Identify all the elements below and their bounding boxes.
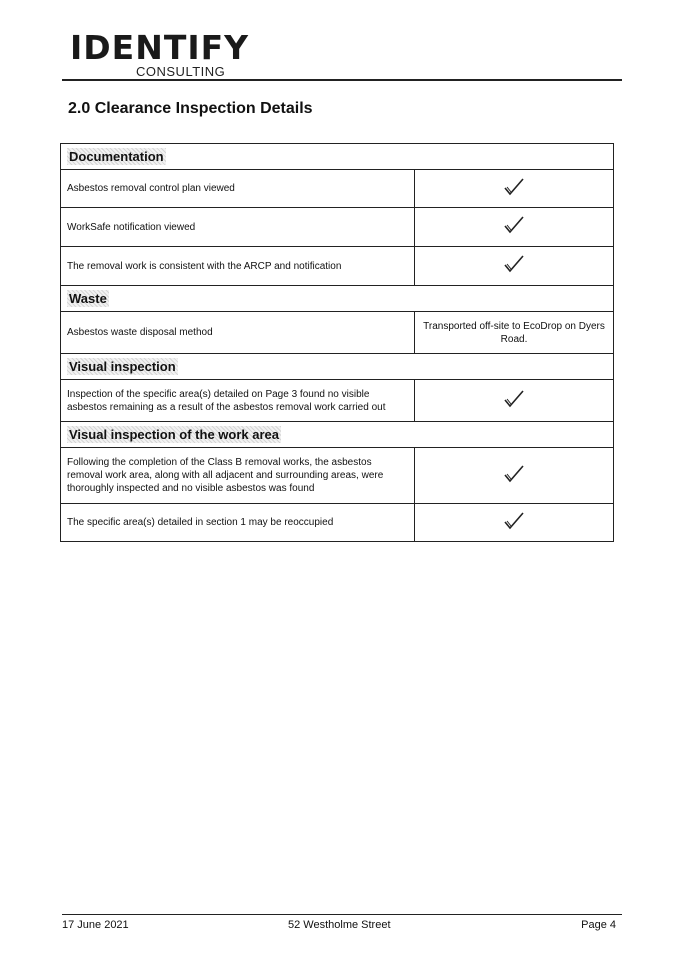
table-row (61, 504, 614, 542)
group-title: Visual inspection (69, 359, 176, 374)
footer-divider (62, 914, 622, 915)
group-title: Visual inspection of the work area (69, 427, 279, 442)
group-title-cell (61, 144, 614, 170)
row-description: Following the completion of the Class B removal works, the asbestos removal work area, along with all adjacent and surrounding areas, were thoroughly inspected and no visible asbestos was found (61, 448, 415, 504)
table-row (61, 208, 614, 247)
check-icon (503, 511, 525, 531)
group-title: Documentation (69, 149, 164, 164)
company-logo (70, 28, 250, 80)
row-description: The specific area(s) detailed in section 1 may be reoccupied (61, 504, 415, 542)
check-icon (503, 389, 525, 409)
row-description: Asbestos removal control plan viewed (61, 170, 415, 208)
row-value-cell (415, 247, 614, 286)
section-heading: 2.0 Clearance Inspection Details (68, 100, 313, 117)
group-title-cell (61, 422, 614, 448)
row-value: Transported off-site to EcoDrop on Dyers Road. (415, 312, 614, 354)
row-value-cell (415, 448, 614, 504)
row-value-cell (415, 504, 614, 542)
group-title-cell (61, 354, 614, 380)
check-icon (503, 215, 525, 235)
check-icon (503, 177, 525, 197)
row-value-cell (415, 208, 614, 247)
group-header-row (61, 422, 614, 448)
footer-date: 17 June 2021 (62, 919, 129, 931)
row-value-cell (415, 170, 614, 208)
table-row (61, 170, 614, 208)
row-description: WorkSafe notification viewed (61, 208, 415, 247)
footer-address: 52 Westholme Street (288, 919, 391, 931)
logo-subtitle: CONSULTING (136, 64, 226, 79)
table-row (61, 448, 614, 504)
row-description: Inspection of the specific area(s) detailed on Page 3 found no visible asbestos remaining as a result of the asbestos removal work carried out (61, 380, 415, 422)
table-row (61, 380, 614, 422)
row-value-cell (415, 380, 614, 422)
group-header-row (61, 354, 614, 380)
group-header-row (61, 144, 614, 170)
group-header-row (61, 286, 614, 312)
group-title-cell (61, 286, 614, 312)
clearance-checklist-table (60, 143, 614, 542)
check-icon (503, 254, 525, 274)
row-description: Asbestos waste disposal method (61, 312, 415, 354)
group-title: Waste (69, 291, 107, 306)
table-row (61, 247, 614, 286)
header-divider (62, 79, 622, 81)
check-icon (503, 464, 525, 484)
row-description: The removal work is consistent with the ARCP and notification (61, 247, 415, 286)
logo-wordmark: IDENTIFY (70, 28, 250, 67)
table-row (61, 312, 614, 354)
footer-page-number: Page 4 (581, 919, 616, 931)
